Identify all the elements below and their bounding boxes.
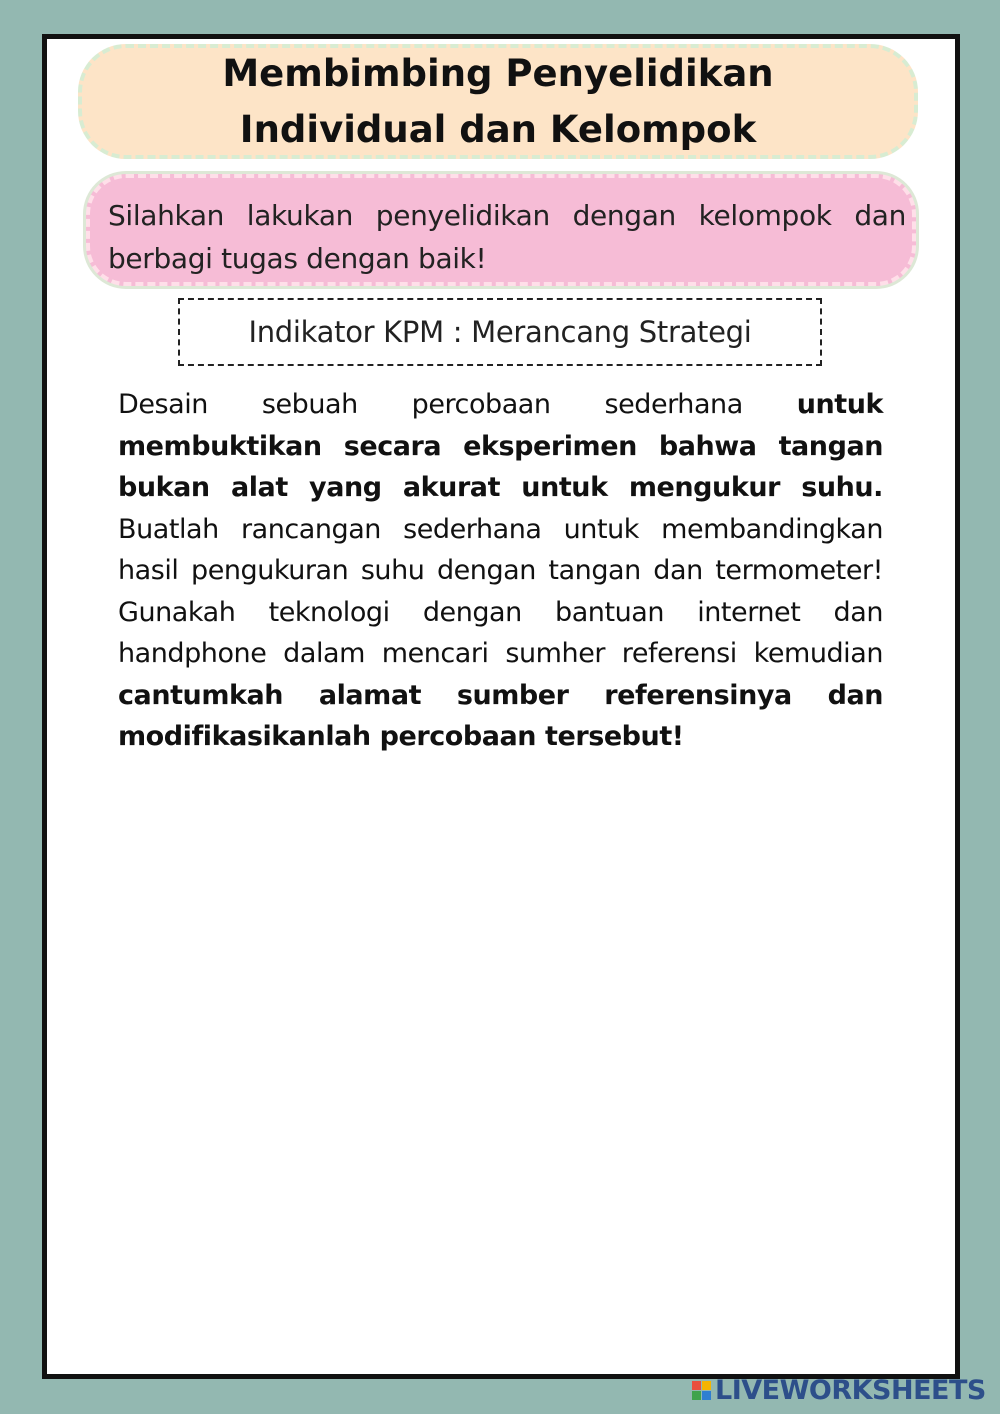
indicator-box: [178, 298, 822, 366]
instruction-banner: [86, 174, 916, 286]
task-text-emphasis2: cantumkah alamat sumber referensinya dan modifikasikanlah percobaan tersebut!: [118, 679, 883, 752]
liveworksheets-logo-icon: [692, 1381, 711, 1400]
watermark-brand: LIVEWORKSHEETS: [715, 1374, 986, 1406]
task-text-part3: Buatlah rancangan sederhana untuk membandingkan hasil pengukuran suhu dengan tangan dan termometer! Gunakah teknologi dengan bantuan internet dan handphone dalam mencari sumher referensi kemudian: [118, 513, 883, 669]
indicator-label: Indikator KPM : Merancang Strategi: [248, 315, 752, 349]
page-title: Membimbing Penyelidikan Individual dan Kelompok: [222, 51, 774, 151]
instruction-text: Silahkan lakukan penyelidikan dengan kelompok dan berbagi tugas dengan baik!: [108, 199, 906, 275]
task-text-emphasis1: untuk membuktikan secara eksperimen bahwa tangan bukan alat yang akurat untuk mengukur suhu.: [118, 389, 883, 503]
title-banner: [78, 44, 918, 159]
task-text-part1: Desain sebuah percobaan sederhana: [118, 389, 797, 420]
watermark: [692, 1372, 986, 1408]
task-description: [118, 384, 883, 758]
